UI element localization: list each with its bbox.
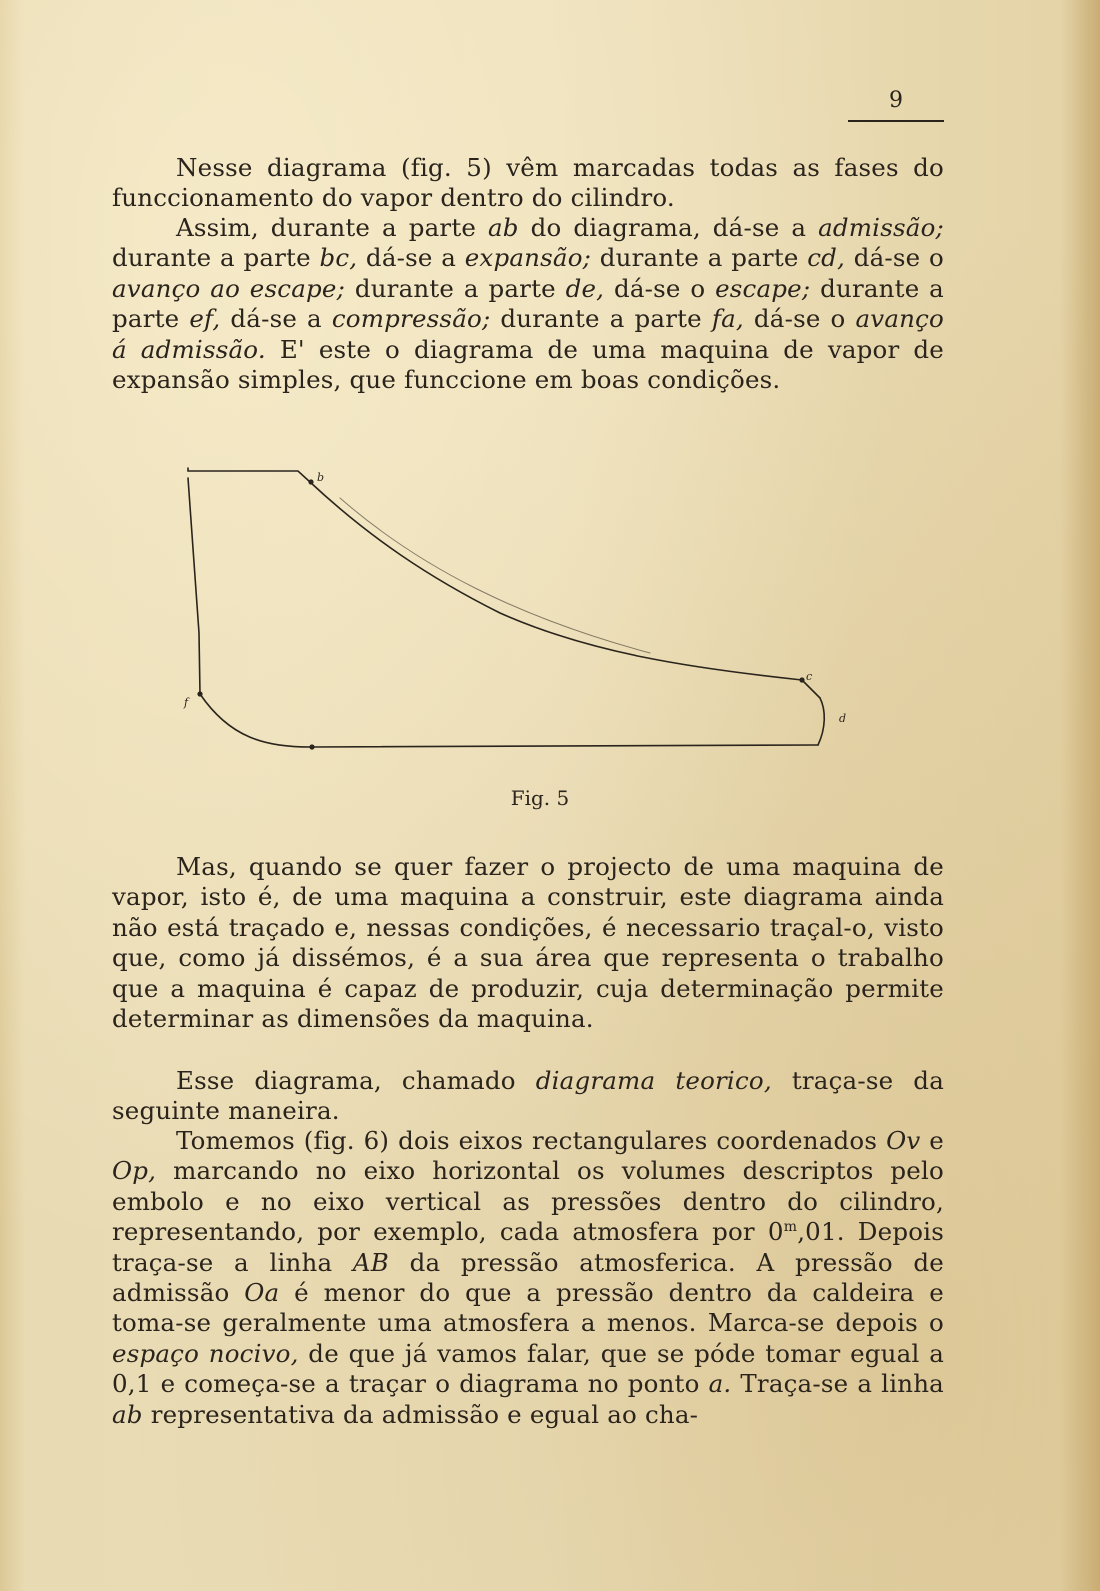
italic-term: expansão; — [464, 243, 592, 273]
indicator-diagram — [170, 458, 870, 778]
text-run: dá-se a — [220, 304, 332, 334]
italic-term: diagrama teorico, — [535, 1066, 772, 1095]
italic-term: admissão; — [818, 213, 944, 242]
point-label-f: f — [184, 696, 189, 709]
italic-term: AB — [352, 1247, 389, 1277]
exhaust-curve — [818, 698, 824, 745]
text-run: do diagrama, dá-se a — [518, 213, 819, 242]
point-b-marker — [308, 479, 313, 484]
text-run: durante a parte — [112, 243, 320, 273]
italic-term: Oa — [244, 1278, 280, 1308]
text-run: durante a parte — [345, 273, 566, 303]
point-label-b: b — [317, 471, 325, 484]
paragraph-2 — [112, 213, 944, 395]
italic-term: de, — [565, 273, 605, 303]
text-run: Nesse diagrama (fig. 5) vêm marcadas todas as fases do funccionamento do vapor dentro do cilindro. — [112, 153, 944, 213]
paragraph-4 — [112, 1066, 944, 1127]
text-run: da pressão atmosferica. A pressão de admissão — [112, 1247, 944, 1308]
text-run: marcando no eixo horizontal os volumes descriptos pelo embolo e no eixo vertical as pressões dentro do cilindro, representando, por exemplo, cada atmosfera por 0 — [112, 1156, 944, 1247]
text-run: E' este o diagrama de uma maquina de vapor de expansão simples, que funccione em boas condições. — [112, 334, 944, 395]
page-number: 9 — [889, 88, 903, 113]
italic-term: ab — [487, 213, 519, 242]
point-e-marker — [309, 744, 314, 749]
text-run: Mas, quando se quer fazer o projecto de uma maquina de vapor, isto é, de uma maquina a construir, este diagrama ainda não está traçado e, nessas condições, é necessario traçal-o, visto que, como já dissémos, é a sua área que representa o trabalho que a maquina é capaz de produzir, cuja determinação permite determinar as dimensões da maquina. — [112, 852, 944, 1034]
superscript: m — [783, 1219, 798, 1236]
point-c-marker — [799, 677, 804, 682]
italic-term: Ov — [886, 1126, 921, 1155]
text-run: durante a parte — [490, 304, 712, 334]
expansion-curve — [310, 482, 802, 680]
text-run: Esse diagrama, chamado — [176, 1066, 536, 1095]
text-run: dá-se o — [604, 273, 716, 303]
text-run: e — [920, 1126, 945, 1155]
page-number-rule — [848, 120, 944, 122]
italic-term: ef, — [189, 304, 221, 334]
point-label-c: c — [806, 670, 813, 683]
back-pressure-line — [200, 694, 818, 747]
italic-term: ab — [112, 1399, 143, 1429]
text-run: durante a parte — [112, 273, 944, 334]
italic-term: bc, — [319, 243, 358, 273]
point-label-d: d — [839, 712, 847, 725]
figure-caption: Fig. 5 — [510, 786, 570, 810]
text-run: Assim, durante a parte — [176, 213, 488, 242]
italic-term: espaço nocivo, — [112, 1338, 299, 1368]
text-run: ,01. Depois traça-se a linha — [112, 1217, 944, 1277]
text-run: é menor do que a pressão dentro da caldeira e toma-se geralmente uma atmosfera a menos. Marca-se depois o — [112, 1278, 944, 1338]
faint-guide-line — [340, 498, 650, 653]
text-run: dá-se o — [845, 243, 944, 273]
italic-term: Op, — [112, 1156, 157, 1186]
paragraph-1 — [112, 153, 944, 214]
text-run: de que já vamos falar, que se póde tomar egual a 0,1 e começa-se a traçar o diagrama no ponto — [112, 1338, 945, 1399]
paragraph-5 — [112, 1126, 944, 1430]
text-run: durante a parte — [591, 243, 808, 273]
text-run: dá-se o — [743, 304, 856, 334]
text-run: representativa da admissão e egual ao cha- — [142, 1399, 699, 1429]
indicator-diagram-figure — [170, 458, 870, 778]
admission-line — [188, 468, 310, 482]
text-run: traça-se da seguinte maneira. — [112, 1066, 944, 1126]
text-run: Traça-se a linha — [731, 1369, 944, 1399]
italic-term: cd, — [807, 243, 846, 273]
italic-term: a. — [708, 1369, 732, 1399]
italic-term: avanço á admissão. — [112, 304, 944, 364]
point-f-marker — [197, 691, 202, 696]
text-run: dá-se a — [357, 243, 465, 273]
italic-term: compressão; — [331, 304, 491, 334]
italic-term: escape; — [715, 273, 811, 303]
italic-term: fa, — [711, 304, 744, 334]
admission-advance-line — [188, 478, 200, 694]
italic-term: avanço ao escape; — [112, 273, 346, 303]
paragraph-3 — [112, 852, 944, 1034]
text-run: Tomemos (fig. 6) dois eixos rectangulares coordenados — [176, 1126, 887, 1155]
